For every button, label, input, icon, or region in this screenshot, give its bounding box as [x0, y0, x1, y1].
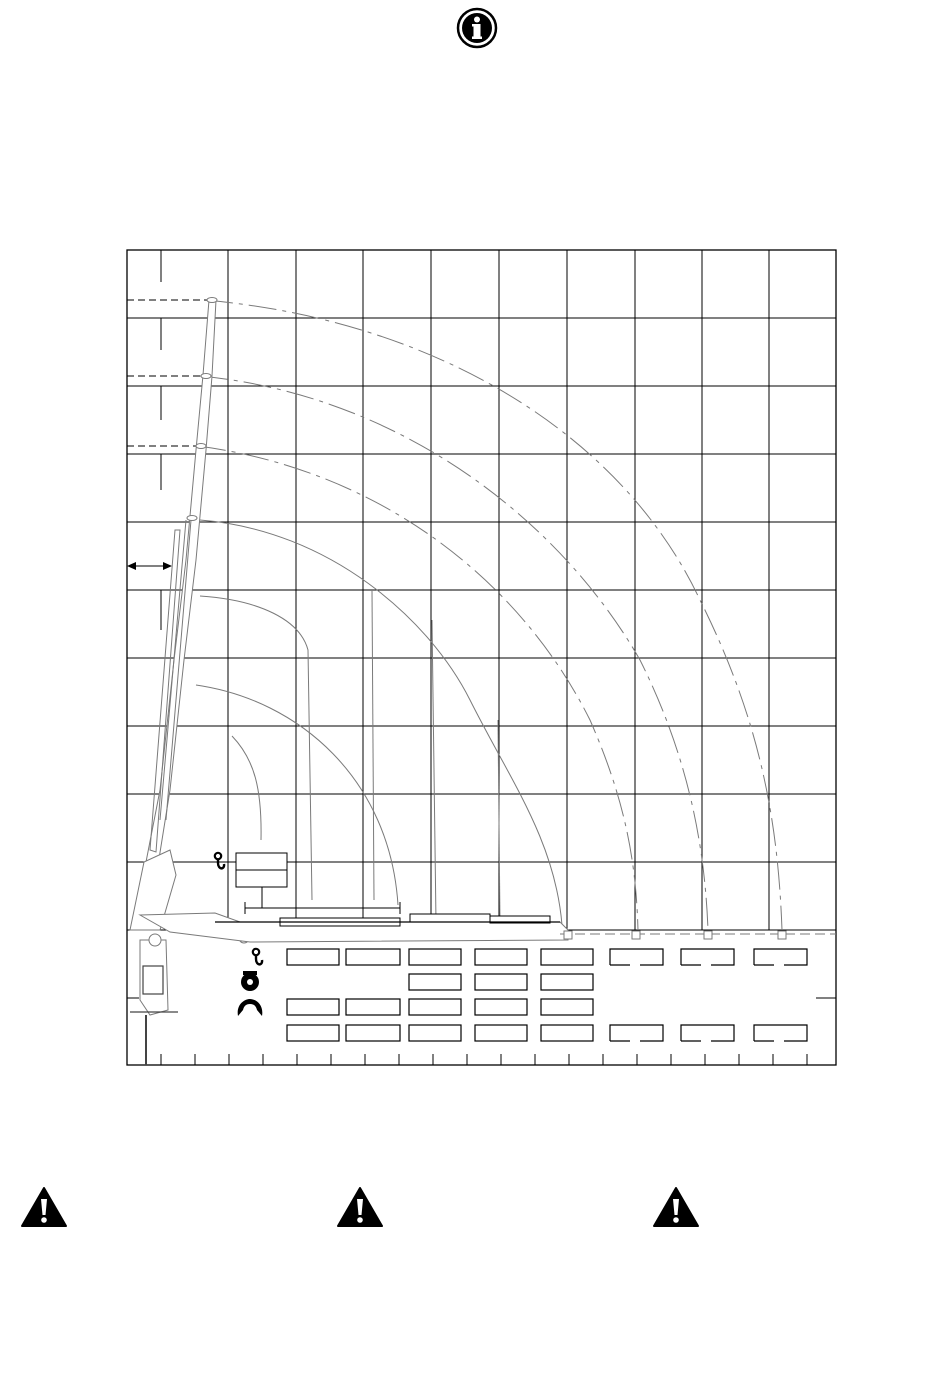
pivot [149, 934, 161, 946]
load-chart-grid [127, 250, 836, 1065]
hook-icon [256, 956, 262, 964]
boom-tip [201, 374, 211, 379]
warning-icon [652, 1186, 700, 1228]
capacity-cell-extension [754, 1025, 807, 1041]
reach-arc [432, 620, 436, 922]
reach-arc-dashed [200, 376, 708, 930]
capacity-cell [409, 999, 461, 1015]
capacity-cell [541, 974, 593, 990]
reach-arc-dashed [205, 300, 782, 930]
boom-section [410, 914, 490, 922]
capacity-cell [475, 949, 527, 965]
capacity-cell-extension [754, 949, 807, 965]
boom-tip-marker [778, 931, 786, 939]
capacity-cell [287, 949, 339, 965]
boom-tip-marker [632, 931, 640, 939]
capacity-cell [541, 949, 593, 965]
grab-icon [238, 999, 263, 1016]
arrow-head [127, 562, 136, 570]
reach-arc [372, 590, 374, 900]
capacity-cell [475, 1025, 527, 1041]
warning-icon [20, 1186, 68, 1228]
capacity-cell [287, 999, 339, 1015]
warning-left [20, 1186, 68, 1228]
rotator-icon [243, 971, 257, 975]
capacity-table [287, 949, 807, 1041]
capacity-cell [346, 1025, 400, 1041]
capacity-cell [409, 974, 461, 990]
warning-icon [336, 1186, 384, 1228]
boom-tip [187, 516, 197, 521]
arrow-head [163, 562, 172, 570]
boom-tip-marker [704, 931, 712, 939]
capacity-cell-extension [681, 1025, 734, 1041]
reach-arcs [127, 300, 782, 930]
capacity-cell-extension [610, 949, 663, 965]
boom-tip [207, 298, 217, 303]
reach-arc [232, 736, 261, 840]
capacity-cell [346, 999, 400, 1015]
rotator-icon [247, 979, 253, 985]
boom-tip-marker [564, 931, 572, 939]
capacity-cell [287, 1025, 339, 1041]
capacity-cell [409, 949, 461, 965]
boom-tip [196, 444, 206, 449]
warning-center [336, 1186, 384, 1228]
capacity-cell [346, 949, 400, 965]
capacity-cell [475, 974, 527, 990]
hook-icon [253, 949, 259, 955]
reach-arc [196, 685, 398, 905]
capacity-cell [475, 999, 527, 1015]
capacity-cell [541, 999, 593, 1015]
capacity-cell-extension [610, 1025, 663, 1041]
capacity-cell [409, 1025, 461, 1041]
crane-motor [143, 966, 163, 994]
capacity-cell-extension [681, 949, 734, 965]
hook-icon [215, 853, 221, 859]
hook-icon [218, 860, 224, 868]
warning-right [652, 1186, 700, 1228]
capacity-cell [541, 1025, 593, 1041]
